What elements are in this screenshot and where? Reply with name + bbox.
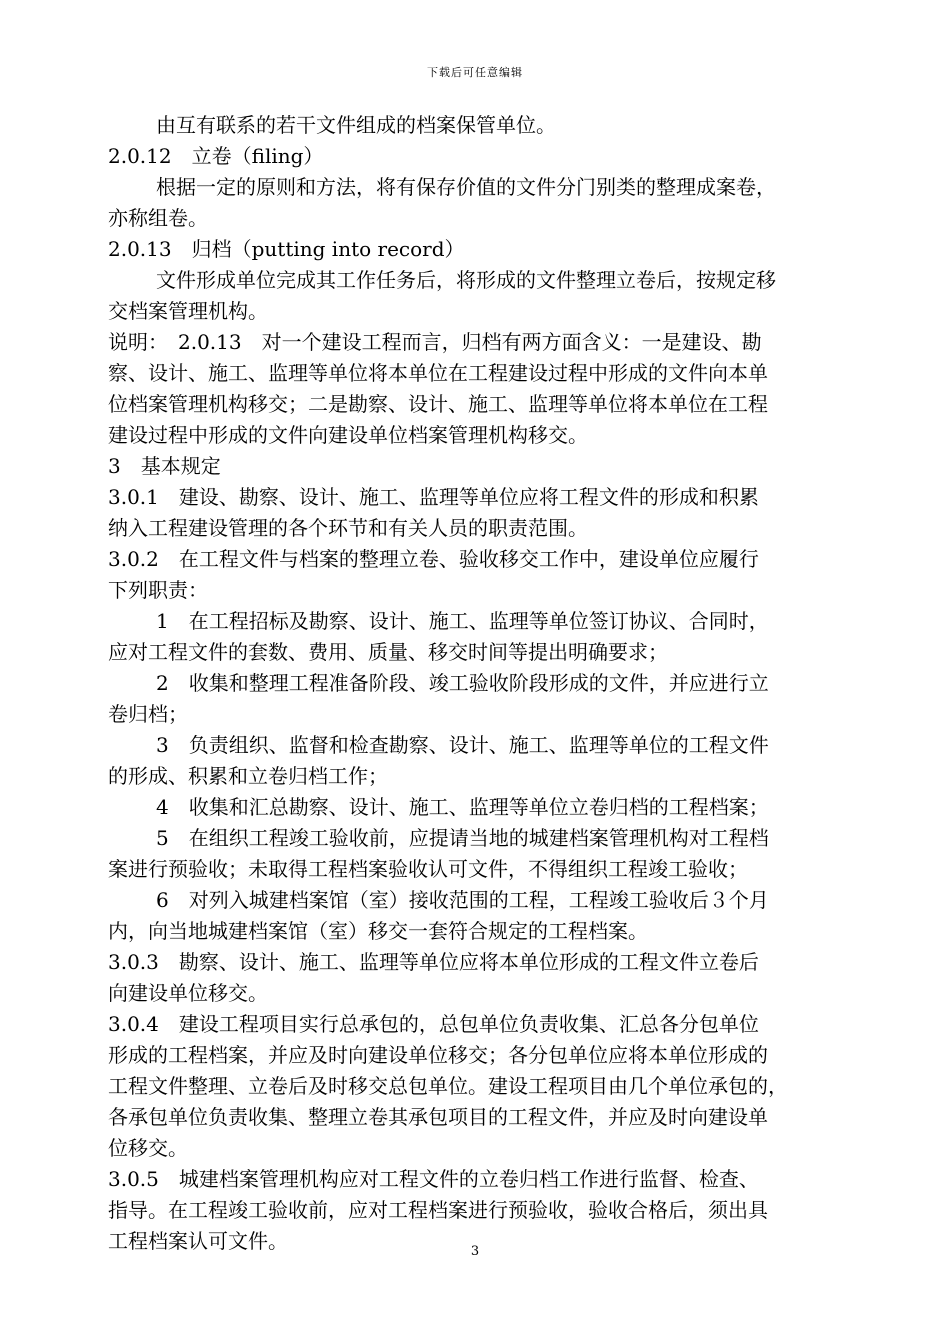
page-number: 3: [470, 1244, 480, 1259]
text-line: 3.0.1 建设、勘察、设计、施工、监理等单位应将工程文件的形成和积累: [108, 485, 759, 509]
document-body: [108, 110, 848, 1257]
text-line: 2 收集和整理工程准备阶段、竣工验收阶段形成的文件，并应进行立: [156, 671, 769, 695]
text-line: 建设过程中形成的文件向建设单位档案管理机构移交。: [108, 423, 588, 447]
text-line: 3.0.4 建设工程项目实行总承包的，总包单位负责收集、汇总各分包单位: [108, 1012, 759, 1036]
text-line: 3.0.2 在工程文件与档案的整理立卷、验收移交工作中，建设单位应履行: [108, 547, 759, 571]
text-line: 5 在组织工程竣工验收前，应提请当地的城建档案管理机构对工程档: [156, 826, 769, 850]
text-line: 根据一定的原则和方法，将有保存价值的文件分门别类的整理成案卷，: [156, 175, 776, 199]
text-line: 由互有联系的若干文件组成的档案保管单位。: [156, 113, 556, 137]
text-line: 4 收集和汇总勘察、设计、施工、监理等单位立卷归档的工程档案；: [156, 795, 769, 819]
text-line: 3 基本规定: [108, 454, 221, 478]
text-line: 2.0.13 归档（putting into record）: [108, 237, 465, 261]
text-line: 向建设单位移交。: [108, 981, 268, 1005]
page-header: 下载后可任意编辑: [427, 66, 523, 79]
text-line: 文件形成单位完成其工作任务后，将形成的文件整理立卷后，按规定移: [156, 268, 776, 292]
text-line: 卷归档；: [108, 702, 188, 726]
text-line: 交档案管理机构。: [108, 299, 268, 323]
text-line: 纳入工程建设管理的各个环节和有关人员的职责范围。: [108, 516, 588, 540]
text-line: 内，向当地城建档案馆（室）移交一套符合规定的工程档案。: [108, 919, 648, 943]
text-line: 亦称组卷。: [108, 206, 208, 230]
text-line: 3.0.5 城建档案管理机构应对工程文件的立卷归档工作进行监督、检查、: [108, 1167, 759, 1191]
text-line: 工程文件整理、立卷后及时移交总包单位。建设工程项目由几个单位承包的，: [108, 1074, 788, 1098]
text-line: 各承包单位负责收集、整理立卷其承包项目的工程文件，并应及时向建设单: [108, 1105, 768, 1129]
text-line: 应对工程文件的套数、费用、质量、移交时间等提出明确要求；: [108, 640, 668, 664]
text-line: 3 负责组织、监督和检查勘察、设计、施工、监理等单位的工程文件: [156, 733, 769, 757]
text-line: 位档案管理机构移交；二是勘察、设计、施工、监理等单位将本单位在工程: [108, 392, 768, 416]
text-line: 的形成、积累和立卷归档工作；: [108, 764, 388, 788]
text-line: 形成的工程档案，并应及时向建设单位移交；各分包单位应将本单位形成的: [108, 1043, 768, 1067]
text-line: 案进行预验收；未取得工程档案验收认可文件，不得组织工程竣工验收；: [108, 857, 748, 881]
text-line: 1 在工程招标及勘察、设计、施工、监理等单位签订协议、合同时，: [156, 609, 769, 633]
text-line: 2.0.12 立卷（filing）: [108, 144, 324, 168]
text-line: 6 对列入城建档案馆（室）接收范围的工程，工程竣工验收后３个月: [156, 888, 769, 912]
text-line: 工程档案认可文件。: [108, 1229, 288, 1253]
text-line: 下列职责：: [108, 578, 208, 602]
text-line: 察、设计、施工、监理等单位将本单位在工程建设过程中形成的文件向本单: [108, 361, 768, 385]
text-line: 3.0.3 勘察、设计、施工、监理等单位应将本单位形成的工程文件立卷后: [108, 950, 759, 974]
text-line: 位移交。: [108, 1136, 188, 1160]
text-line: 说明： 2.0.13 对一个建设工程而言，归档有两方面含义：一是建设、勘: [108, 330, 762, 354]
text-line: 指导。在工程竣工验收前，应对工程档案进行预验收，验收合格后，须出具: [108, 1198, 768, 1222]
